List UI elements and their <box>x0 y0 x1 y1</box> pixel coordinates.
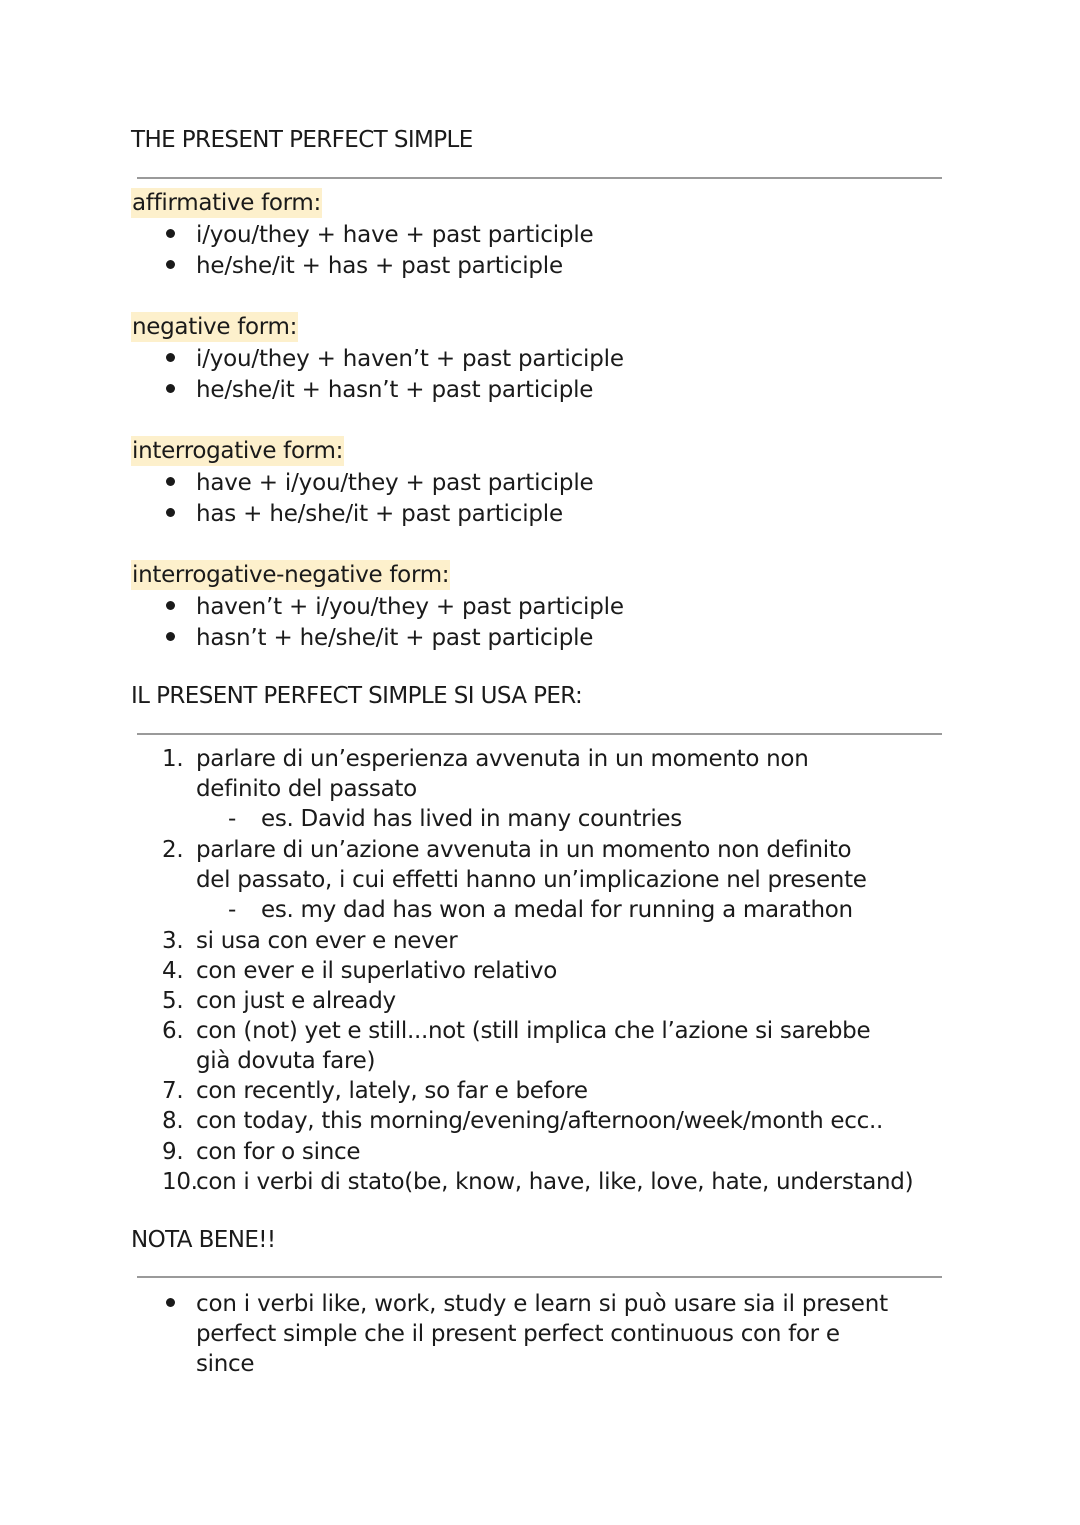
numbered-item-6-continuation: già dovuta fare) <box>196 1048 376 1074</box>
numbered-item-6: 6. con (not) yet e still...not (still implica che l’azione si sarebbe <box>162 1018 871 1044</box>
list-item-continuation: since <box>196 1351 255 1377</box>
numbered-item-5: 5. con just e already <box>162 988 396 1014</box>
bullet-icon <box>166 260 175 269</box>
numbered-item-1: 1. parlare di un’esperienza avvenuta in un momento non <box>162 746 809 772</box>
nota-bene-heading: NOTA BENE!! <box>131 1227 276 1253</box>
list-item: he/she/it + has + past participle <box>166 251 563 281</box>
numbered-item-2: 2. parlare di un’azione avvenuta in un momento non definito <box>162 837 852 863</box>
bullet-icon <box>166 632 175 641</box>
numbered-item-8: 8. con today, this morning/evening/afternoon/week/month ecc.. <box>162 1108 883 1134</box>
list-item: haven’t + i/you/they + past participle <box>166 592 624 622</box>
list-item: hasn’t + he/she/it + past participle <box>166 623 593 653</box>
numbered-item-9: 9. con for o since <box>162 1139 361 1165</box>
uses-divider <box>137 733 942 735</box>
bullet-icon <box>166 229 175 238</box>
affirmative-form-label: affirmative form: <box>132 190 321 216</box>
bullet-icon <box>166 601 175 610</box>
interrogative-negative-form-label: interrogative-negative form: <box>132 562 450 588</box>
bullet-icon <box>166 508 175 517</box>
list-item-continuation: perfect simple che il present perfect continuous con for e <box>196 1321 840 1347</box>
numbered-item-10: 10.con i verbi di stato(be, know, have, like, love, hate, understand) <box>162 1169 914 1195</box>
negative-form-label: negative form: <box>132 314 298 340</box>
list-item: have + i/you/they + past participle <box>166 468 593 498</box>
numbered-item-2-continuation: del passato, i cui effetti hanno un’implicazione nel presente <box>196 867 867 893</box>
dash-icon: - <box>228 897 236 923</box>
uses-heading: IL PRESENT PERFECT SIMPLE SI USA PER: <box>131 683 583 709</box>
list-item: i/you/they + haven’t + past participle <box>166 344 624 374</box>
list-item: he/she/it + hasn’t + past participle <box>166 375 593 405</box>
numbered-item-3: 3. si usa con ever e never <box>162 928 458 954</box>
numbered-item-7: 7. con recently, lately, so far e before <box>162 1078 588 1104</box>
nota-bene-divider <box>137 1276 942 1278</box>
numbered-item-1-continuation: definito del passato <box>196 776 417 802</box>
list-item: i/you/they + have + past participle <box>166 220 593 250</box>
example-item: - es. David has lived in many countries <box>228 806 682 832</box>
example-item: - es. my dad has won a medal for running a marathon <box>228 897 853 923</box>
bullet-icon <box>166 477 175 486</box>
bullet-icon <box>166 1298 175 1307</box>
list-item: has + he/she/it + past participle <box>166 499 563 529</box>
interrogative-form-label: interrogative form: <box>132 438 344 464</box>
page-title: THE PRESENT PERFECT SIMPLE <box>131 127 473 153</box>
bullet-icon <box>166 384 175 393</box>
numbered-item-4: 4. con ever e il superlativo relativo <box>162 958 557 984</box>
list-item: con i verbi like, work, study e learn si può usare sia il present <box>166 1289 888 1319</box>
bullet-icon <box>166 353 175 362</box>
title-divider <box>137 177 942 179</box>
dash-icon: - <box>228 806 236 832</box>
